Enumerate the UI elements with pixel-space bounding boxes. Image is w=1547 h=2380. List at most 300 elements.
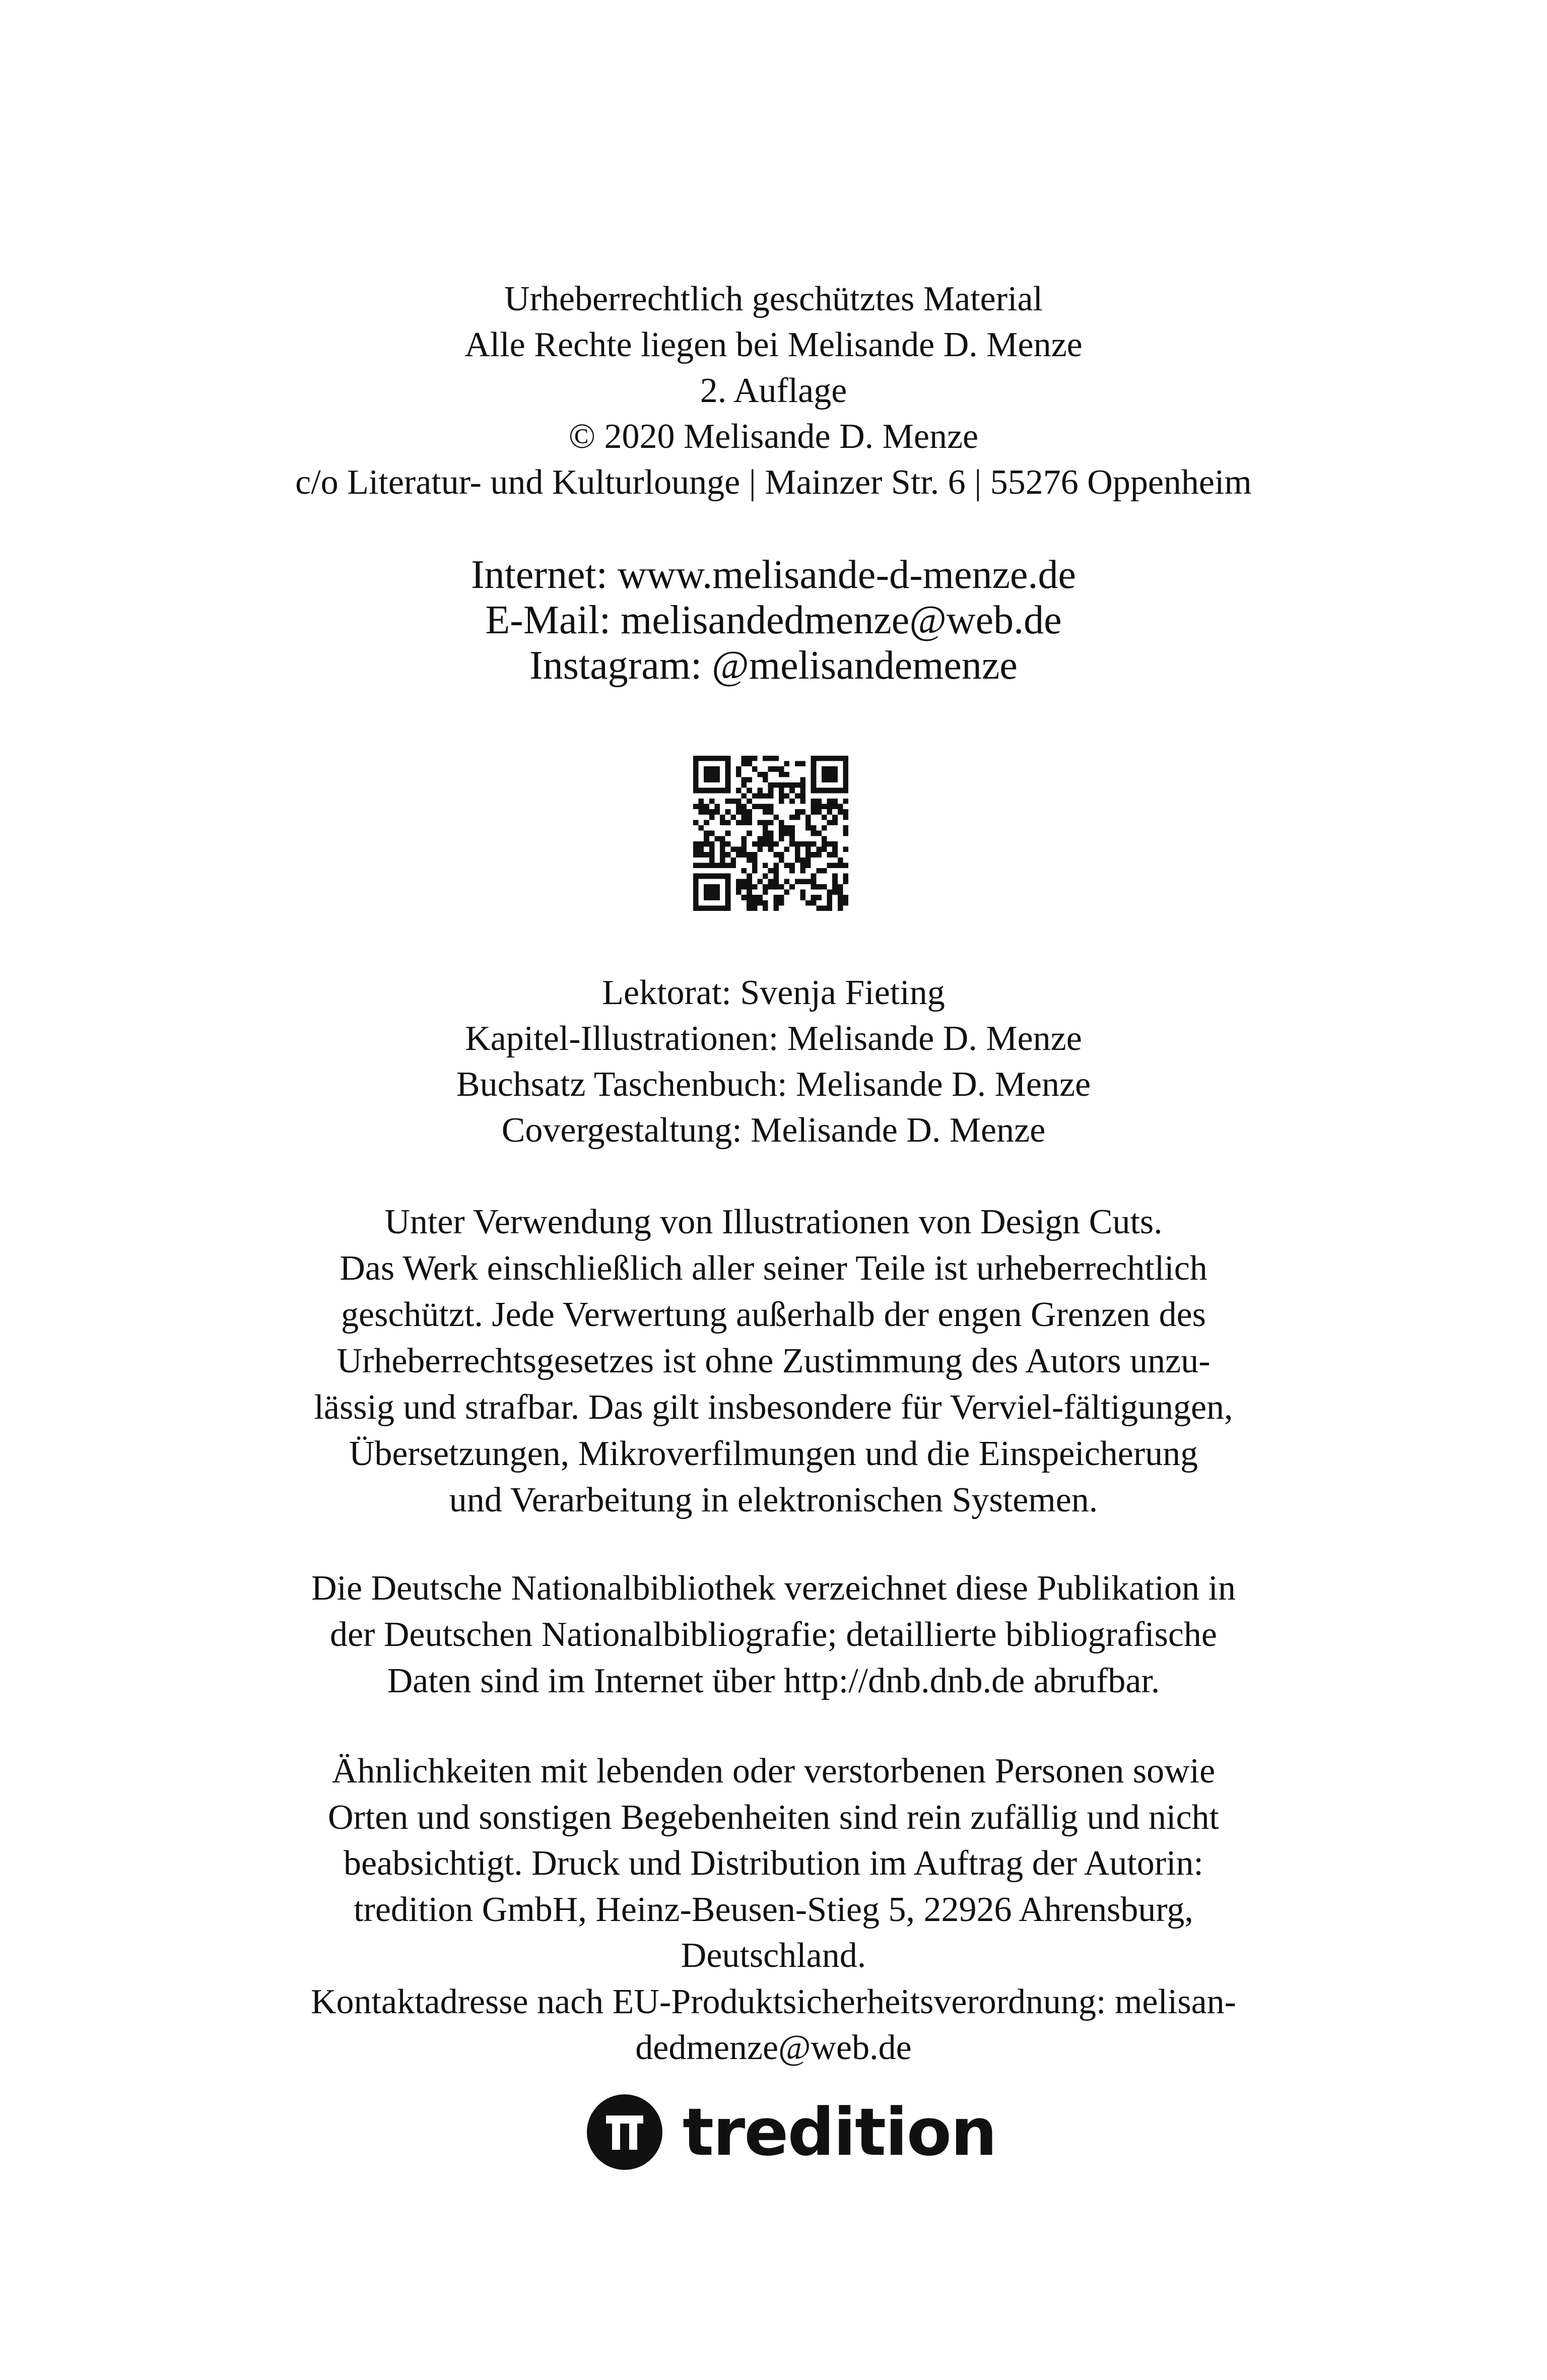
qr-module [714,772,720,777]
qr-module [832,777,838,782]
qr-module [704,841,709,847]
qr-module [725,799,731,804]
qr-module [720,815,725,820]
qr-module [736,847,742,852]
qr-module [800,799,805,804]
qr-module [736,884,742,890]
qr-module [779,895,784,900]
qr-module [763,874,768,879]
qr-module [752,905,758,911]
qr-module [693,841,699,847]
qr-module [763,884,768,890]
qr-module [795,761,800,767]
qr-module [747,756,752,761]
qr-module [811,804,817,810]
qr-module [714,766,720,772]
qr-module [843,772,848,777]
qr-module [725,895,731,900]
qr-module [757,804,763,810]
qr-module [784,879,790,884]
qr-module [773,868,779,874]
qr-module [779,766,784,772]
qr-module [725,809,731,815]
qr-module [773,863,779,868]
qr-module [757,836,763,841]
qr-module [811,782,817,788]
qr-module [811,852,817,857]
qr-module [736,788,742,794]
qr-module [843,777,848,782]
qr-module [699,825,704,831]
qr-module [704,809,709,815]
qr-module [693,900,699,906]
qr-module [768,766,774,772]
qr-module [720,863,725,868]
qr-module [784,761,790,767]
qr-module [709,809,715,815]
disclaimer-line: Kontaktadresse nach EU-Produktsicherheitsverordnung: melisan- [311,1982,1236,2021]
qr-module [709,777,715,782]
qr-module [827,766,833,772]
qr-module [816,809,822,815]
qr-module [800,879,805,884]
qr-module [752,900,758,906]
qr-module [742,852,747,857]
qr-module [811,825,817,831]
qr-module [843,756,848,761]
qr-module [725,905,731,911]
qr-module [838,863,843,868]
qr-module [827,809,833,815]
qr-module [763,863,768,868]
qr-module [779,852,784,857]
qr-module [714,905,720,911]
qr-module [709,788,715,794]
qr-module [784,772,790,777]
qr-module [805,852,811,857]
qr-module [693,884,699,890]
qr-module [736,809,742,815]
qr-module [843,761,848,767]
qr-module [747,900,752,906]
website-line: Internet: www.melisande-d-menze.de [471,553,1076,597]
qr-module [699,905,704,911]
qr-module [773,782,779,788]
qr-module [789,799,795,804]
qr-module [725,761,731,767]
credit-line: Kapitel-Illustrationen: Melisande D. Menze [465,1019,1082,1058]
qr-module [800,895,805,900]
qr-module [757,895,763,900]
qr-module [822,841,827,847]
qr-module [704,874,709,879]
qr-module [773,895,779,900]
qr-module [736,890,742,895]
qr-module [832,788,838,794]
disclaimer-line: Ähnlichkeiten mit lebenden oder verstorbenen Personen sowie [331,1752,1216,1791]
credit-line: Covergestaltung: Melisande D. Menze [501,1111,1046,1150]
disclaimer-block [0,1748,1547,2071]
qr-module [773,815,779,820]
qr-module [768,804,774,810]
qr-module [789,841,795,847]
disclaimer-line: beabsichtigt. Druck und Distribution im Auftrag der Autorin: [344,1844,1203,1883]
qr-module [714,884,720,890]
dnb-line: der Deutschen Nationalbibliografie; detaillierte bibliografische [329,1615,1217,1654]
qr-module [843,831,848,836]
qr-module [763,831,768,836]
qr-module [768,756,774,761]
qr-module [838,857,843,863]
qr-module [843,900,848,906]
qr-module [822,804,827,810]
qr-module [832,756,838,761]
qr-module [747,874,752,879]
qr-module [747,852,752,857]
qr-module [747,820,752,825]
legal-line: Das Werk einschließlich aller seiner Teile ist urheberrechtlich [340,1249,1207,1288]
qr-module [747,857,752,863]
qr-module [720,905,725,911]
qr-module [704,766,709,772]
instagram-line: Instagram: @melisandemenze [529,643,1018,688]
qr-module [811,809,817,815]
qr-module [725,772,731,777]
qr-module [725,900,731,906]
qr-module [763,804,768,810]
qr-module [827,890,833,895]
qr-module [763,756,768,761]
qr-module [838,884,843,890]
qr-module [811,766,817,772]
qr-module [742,841,747,847]
qr-module [752,884,758,890]
qr-module [800,793,805,799]
qr-module [699,756,704,761]
qr-module [843,766,848,772]
qr-module [768,782,774,788]
qr-module [757,820,763,825]
qr-module [709,863,715,868]
qr-module [795,809,800,815]
qr-module [714,756,720,761]
qr-module [742,777,747,782]
qr-module [709,815,715,820]
qr-module [768,879,774,884]
qr-module [699,841,704,847]
qr-module [816,847,822,852]
qr-module [827,852,833,857]
qr-module [822,884,827,890]
qr-module [838,804,843,810]
qr-module [742,761,747,767]
qr-module [699,847,704,852]
qr-module [720,857,725,863]
qr-module [800,782,805,788]
dnb-line: Daten sind im Internet über http://dnb.dnb.de abrufbar. [387,1662,1160,1700]
qr-module [757,793,763,799]
qr-module [805,825,811,831]
qr-module [768,847,774,852]
qr-module [779,820,784,825]
qr-module [757,900,763,906]
disclaimer-line: Orten und sonstigen Begebenheiten sind rein zufällig und nicht [327,1798,1220,1837]
qr-module [773,756,779,761]
qr-module [742,809,747,815]
qr-module [704,852,709,857]
qr-module [752,868,758,874]
qr-module [784,863,790,868]
qr-module [714,809,720,815]
qr-module [800,868,805,874]
imprint-block [0,276,1547,505]
qr-module [843,825,848,831]
qr-module [699,874,704,879]
qr-module [784,847,790,852]
qr-module [747,884,752,890]
credit-line: Lektorat: Svenja Fieting [602,973,945,1012]
qr-module [832,874,838,879]
qr-module [736,766,742,772]
qr-module [752,793,758,799]
qr-module [757,879,763,884]
qr-module [816,884,822,890]
qr-module [709,857,715,863]
qr-module [795,793,800,799]
qr-module [832,863,838,868]
qr-module [763,841,768,847]
qr-module [795,879,800,884]
imprint-line: Alle Rechte liegen bei Melisande D. Menze [464,325,1083,364]
qr-module [816,756,822,761]
qr-module [747,815,752,820]
qr-module [730,847,736,852]
qr-module [779,782,784,788]
qr-module [800,788,805,794]
qr-module [757,788,763,794]
qr-module [800,857,805,863]
qr-module [779,900,784,906]
qr-module [752,841,758,847]
dnb-line: Die Deutsche Nationalbibliothek verzeichnet diese Publikation in [311,1569,1236,1608]
qr-module [709,766,715,772]
qr-module [816,852,822,857]
qr-module [811,761,817,767]
qr-module [763,793,768,799]
qr-module [704,890,709,895]
qr-module [763,809,768,815]
qr-module [779,836,784,841]
qr-module [779,857,784,863]
qr-module [704,863,709,868]
qr-module [736,879,742,884]
qr-module [709,890,715,895]
qr-module [816,799,822,804]
qr-module [816,868,822,874]
legal-line: Übersetzungen, Mikroverfilmungen und die Einspeicherung [349,1434,1198,1473]
qr-module [704,831,709,836]
qr-module [693,788,699,794]
qr-module [805,847,811,852]
qr-module [742,820,747,825]
qr-module [725,879,731,884]
qr-module [827,841,833,847]
qr-code-icon [693,756,848,911]
qr-module [789,836,795,841]
qr-module [827,900,833,906]
qr-module [816,905,822,911]
qr-module [742,884,747,890]
qr-module [779,793,784,799]
qr-module [843,895,848,900]
qr-module [742,879,747,884]
qr-module [693,766,699,772]
qr-module [725,782,731,788]
disclaimer-line: Deutschland. [681,1936,866,1975]
qr-module [704,777,709,782]
qr-module [811,777,817,782]
qr-module [742,895,747,900]
qr-module [838,890,843,895]
qr-module [832,841,838,847]
qr-module [795,852,800,857]
qr-module [784,793,790,799]
qr-module [714,804,720,810]
qr-module [805,879,811,884]
qr-module [768,788,774,794]
qr-module [822,825,827,831]
qr-module [714,777,720,782]
qr-module [742,847,747,852]
qr-module [742,782,747,788]
legal-line: und Verarbeitung in elektronischen Systemen. [449,1481,1098,1519]
qr-module [843,874,848,879]
credits-block [0,970,1547,1153]
qr-module [800,777,805,782]
qr-module [714,836,720,841]
qr-module [704,905,709,911]
qr-module [789,831,795,836]
qr-module [779,884,784,890]
qr-module [742,815,747,820]
qr-module [768,868,774,874]
qr-module [752,766,758,772]
qr-module [736,852,742,857]
qr-module [822,905,827,911]
imprint-line: © 2020 Melisande D. Menze [568,417,979,456]
qr-module [822,788,827,794]
qr-module [704,884,709,890]
qr-module [832,804,838,810]
qr-module [725,890,731,895]
qr-module [816,804,822,810]
qr-module [709,847,715,852]
legal-line: geschützt. Jede Verwertung außerhalb der engen Grenzen des [341,1295,1206,1334]
qr-module [816,895,822,900]
qr-module [720,756,725,761]
qr-module [730,857,736,863]
qr-module [730,815,736,820]
qr-module [843,788,848,794]
qr-module [693,820,699,825]
qr-module [704,788,709,794]
qr-module [768,884,774,890]
qr-module [768,793,774,799]
qr-module [709,884,715,890]
qr-module [763,890,768,895]
qr-module [827,895,833,900]
qr-module [714,874,720,879]
qr-module [757,772,763,777]
qr-module [827,772,833,777]
qr-module [763,820,768,825]
qr-module [773,879,779,884]
qr-module [752,863,758,868]
qr-module [838,788,843,794]
qr-module [747,809,752,815]
qr-module [747,890,752,895]
qr-module [763,777,768,782]
qr-module [822,756,827,761]
qr-module [725,841,731,847]
qr-module [838,809,843,815]
qr-module [779,788,784,794]
qr-module [811,831,817,836]
qr-module [709,895,715,900]
qr-module [811,841,817,847]
qr-module [832,847,838,852]
qr-module [779,772,784,777]
qr-module [714,895,720,900]
qr-module [720,841,725,847]
qr-module [709,799,715,804]
qr-module [725,863,731,868]
qr-module [827,777,833,782]
qr-module [784,831,790,836]
qr-module [693,847,699,852]
qr-module [704,772,709,777]
qr-module [789,884,795,890]
qr-module [832,890,838,895]
qr-module [693,852,699,857]
qr-module [709,772,715,777]
qr-module [789,788,795,794]
qr-module [773,766,779,772]
tredition-logo [587,2092,996,2172]
qr-module [742,793,747,799]
qr-module [827,756,833,761]
qr-module [795,857,800,863]
qr-module [779,825,784,831]
qr-module [747,788,752,794]
qr-module [725,831,731,836]
qr-module [704,756,709,761]
qr-module [811,756,817,761]
qr-module [811,879,817,884]
qr-module [736,820,742,825]
qr-module [699,863,704,868]
qr-module [742,836,747,841]
qr-module [789,815,795,820]
qr-module [736,772,742,777]
qr-module [714,890,720,895]
qr-module [811,900,817,906]
qr-module [736,799,742,804]
qr-module [827,863,833,868]
qr-module [747,905,752,911]
qr-module [843,879,848,884]
qr-module [838,905,843,911]
